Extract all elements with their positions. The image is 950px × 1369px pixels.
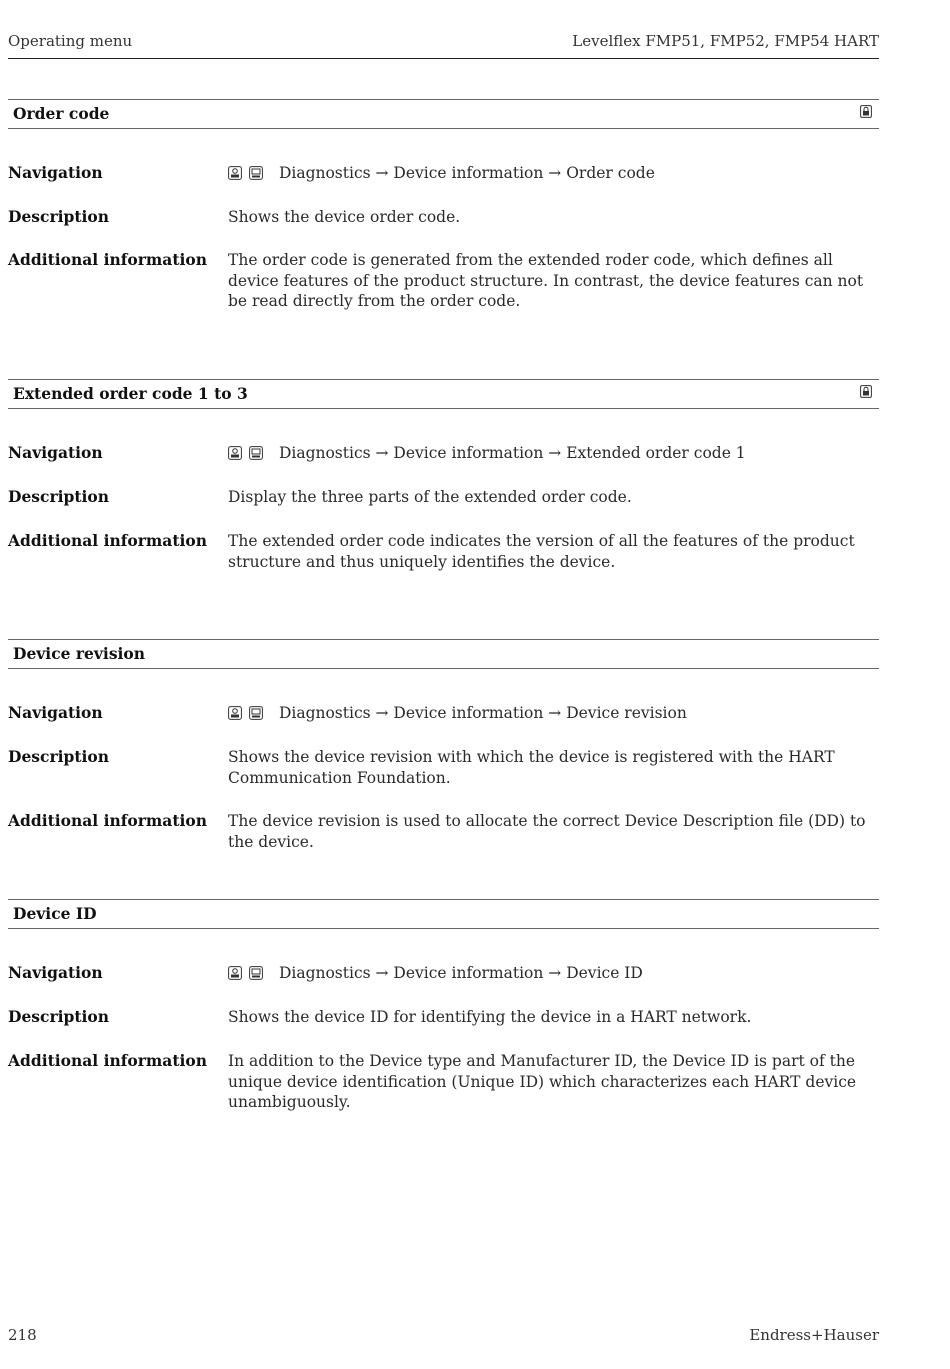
parameter-section-device-revision bbox=[8, 639, 879, 851]
description-text: Shows the device revision with which the device is registered with the HART Communication Foundation. bbox=[228, 748, 835, 787]
additional-info-text: The extended order code indicates the version of all the features of the product structure and thus uniquely identifies the device. bbox=[228, 532, 855, 571]
description-label: Description bbox=[8, 487, 110, 506]
navigation-path: Diagnostics → Device information → Extended order code 1 bbox=[278, 444, 746, 462]
lock-icon bbox=[860, 385, 872, 398]
additional-info-label: Additional information bbox=[8, 250, 208, 269]
parameter-section-order-code bbox=[8, 99, 879, 310]
expert-menu-icon bbox=[228, 966, 242, 980]
lock-icon bbox=[860, 105, 872, 118]
description-text: Shows the device ID for identifying the device in a HART network. bbox=[228, 1008, 752, 1026]
additional-info-text: The device revision is used to allocate the correct Device Description file (DD) to the device. bbox=[228, 812, 866, 851]
navigation-label: Navigation bbox=[8, 703, 103, 722]
section-title: Device ID bbox=[13, 904, 97, 923]
navigation-path: Diagnostics → Device information → Device revision bbox=[278, 704, 687, 722]
expert-menu-icon bbox=[228, 166, 242, 180]
navigation-label: Navigation bbox=[8, 443, 103, 462]
header-section-name: Operating menu bbox=[8, 32, 133, 50]
additional-info-text: In addition to the Device type and Manufacturer ID, the Device ID is part of the unique device identification (Unique ID) which characterizes each HART device unambiguously. bbox=[228, 1052, 857, 1111]
display-menu-icon bbox=[249, 446, 263, 460]
additional-info-label: Additional information bbox=[8, 1051, 208, 1070]
section-title: Device revision bbox=[13, 644, 146, 663]
parameter-section-device-id bbox=[8, 899, 879, 1111]
parameter-section-extended-order-code bbox=[8, 379, 879, 571]
section-title-bar bbox=[8, 639, 879, 669]
section-title-bar bbox=[8, 379, 879, 409]
navigation-label: Navigation bbox=[8, 163, 103, 182]
description-label: Description bbox=[8, 747, 110, 766]
section-title-bar bbox=[8, 99, 879, 129]
description-text: Display the three parts of the extended order code. bbox=[228, 488, 632, 506]
navigation-label: Navigation bbox=[8, 963, 103, 982]
additional-info-label: Additional information bbox=[8, 811, 208, 830]
header-product-name: Levelflex FMP51, FMP52, FMP54 HART bbox=[572, 32, 879, 50]
navigation-path: Diagnostics → Device information → Order code bbox=[278, 164, 655, 182]
section-title: Extended order code 1 to 3 bbox=[13, 384, 248, 403]
description-text: Shows the device order code. bbox=[228, 208, 461, 226]
expert-menu-icon bbox=[228, 446, 242, 460]
display-menu-icon bbox=[249, 966, 263, 980]
section-title: Order code bbox=[13, 104, 110, 123]
brand-name: Endress+Hauser bbox=[749, 1326, 879, 1344]
display-menu-icon bbox=[249, 166, 263, 180]
page-number: 218 bbox=[8, 1326, 37, 1344]
additional-info-label: Additional information bbox=[8, 531, 208, 550]
description-label: Description bbox=[8, 207, 110, 226]
page-header bbox=[8, 30, 879, 59]
navigation-path: Diagnostics → Device information → Device ID bbox=[278, 964, 643, 982]
description-label: Description bbox=[8, 1007, 110, 1026]
display-menu-icon bbox=[249, 706, 263, 720]
additional-info-text: The order code is generated from the extended roder code, which defines all device features of the product structure. In contrast, the device features can not be read directly from the order code. bbox=[228, 251, 864, 310]
section-title-bar bbox=[8, 899, 879, 929]
expert-menu-icon bbox=[228, 706, 242, 720]
